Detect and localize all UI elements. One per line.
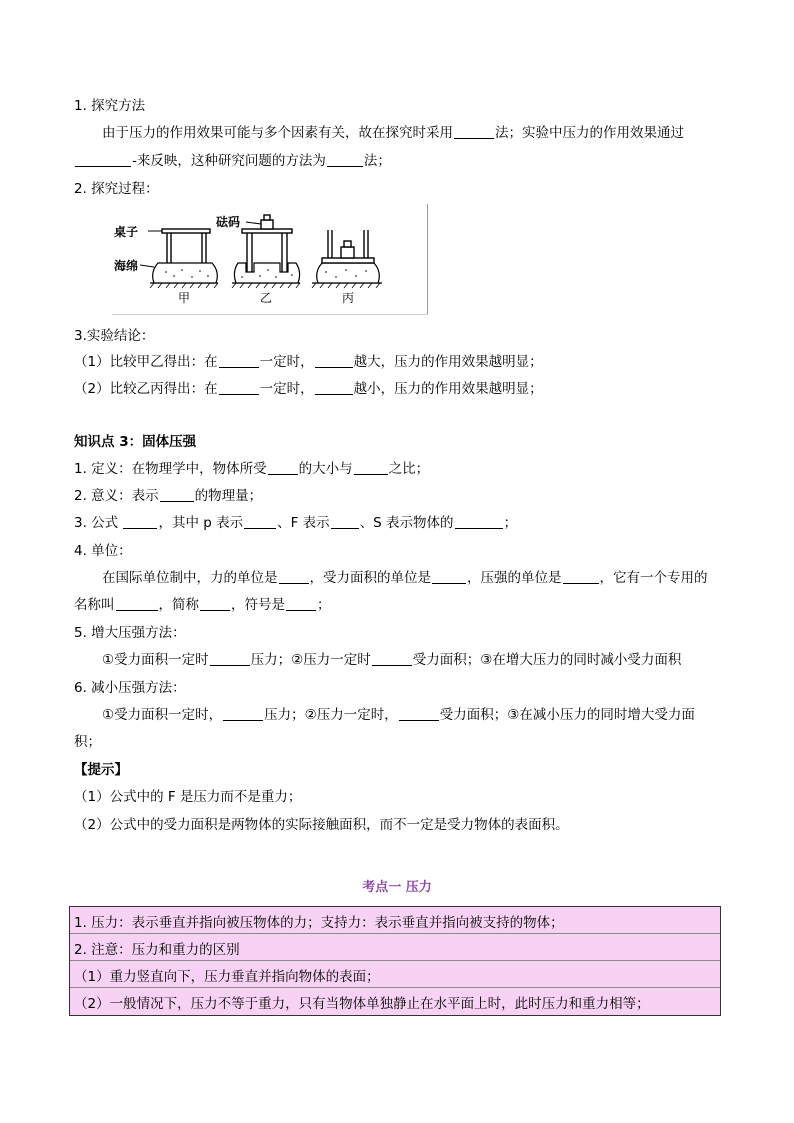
blank [432,569,466,584]
exam-row: 2. 注意：压力和重力的区别 [70,934,720,961]
unit-line-2: 名称叫 ，简称 ，符号是 ； [74,597,331,613]
sponge-b [234,263,299,283]
blank [399,706,439,721]
unit-line-1: 在国际单位制中，力的单位是 ，受力面积的单位是 ，压强的单位是 ，它有一个专用的 [102,570,708,586]
blank [331,514,359,529]
blank [372,651,412,666]
tip-2: （2）公式中的受力面积是两物体的实际接触面积，而不一定是受力物体的表面积。 [74,817,569,833]
process-heading: 2. 探究过程： [74,181,159,197]
method-line-1: 由于压力的作用效果可能与多个因素有关，故在探究时采用 法；实验中压力的作用效果通过 [102,125,684,141]
sponge-c [317,263,380,283]
blank [219,380,259,395]
exam-point-box [69,906,721,1016]
label-sponge: 海绵 [114,259,139,273]
blank [210,651,250,666]
decrease-methods: ①受力面积一定时， 压力；②压力一定时， 受力面积；③在减小压力的同时增大受力面 [102,707,695,723]
exam-row: 1. 压力：表示垂直并指向被压物体的力；支持力：表示垂直并指向被支持的物体； [70,907,720,934]
method-heading: 1. 探究方法 [74,98,146,114]
definition: 1. 定义：在物理学中，物体所受 的大小与 之比； [74,461,430,477]
knowledge-heading: 知识点 3：固体压强 [74,434,197,450]
blank [244,514,276,529]
label-weight: 砝码 [216,215,241,229]
formula: 3. 公式 ，其中 p 表示 、F 表示 、S 表示物体的 ； [74,515,518,531]
conclusion-2: （2）比较乙丙得出：在 一定时， 越小，压力的作用效果越明显； [74,381,543,397]
blank [455,514,503,529]
blank [219,353,259,368]
increase-heading: 5. 增大压强方法： [74,625,186,641]
experiment-illustration [112,200,428,315]
table-c [322,230,374,263]
increase-methods: ①受力面积一定时 压力；②压力一定时 受力面积；③在增大压力的同时减小受力面积 [102,652,682,668]
unit-heading: 4. 单位： [74,543,132,559]
tip-heading: 【提示】 [74,762,128,778]
blank [315,380,353,395]
blank [454,124,494,139]
tip-1: （1）公式中的 F 是压力而不是重力； [74,789,302,805]
blank [123,514,157,529]
label-bing: 丙 [342,291,355,305]
blank [200,596,230,611]
conclusion-1: （1）比较甲乙得出：在 一定时， 越大，压力的作用效果越明显； [74,354,543,370]
blank [315,353,353,368]
table-a [162,229,210,263]
decrease-heading: 6. 减小压强方法： [74,680,186,696]
blank [563,569,599,584]
blank [354,460,388,475]
blank [223,706,263,721]
exam-point-title: 考点一 压力 [362,880,432,895]
exam-row: （2）一般情况下，压力不等于重力，只有当物体单独静止在水平面上时，此时压力和重力相等； [74,996,650,1012]
label-jia: 甲 [178,291,191,305]
label-table: 桌子 [114,225,139,239]
exam-row: （1）重力竖直向下，压力垂直并指向物体的表面； [70,961,720,988]
blank [286,596,316,611]
experiment-figure [112,200,428,315]
figure-bottom-rule [112,314,428,315]
sponge-a [153,263,218,283]
label-yi: 乙 [260,291,273,305]
conclusion-heading: 3.实验结论： [74,328,155,344]
meaning: 2. 意义：表示 的物理量； [74,488,263,504]
blank [268,460,298,475]
method-line-2: -来反映，这种研究问题的方法为 法； [74,151,391,171]
blank [279,569,309,584]
blank [327,152,363,167]
blank [116,596,158,611]
blank [75,152,131,167]
decrease-methods-cont: 积； [74,734,101,750]
figure-border [427,204,428,314]
blank [160,487,194,502]
